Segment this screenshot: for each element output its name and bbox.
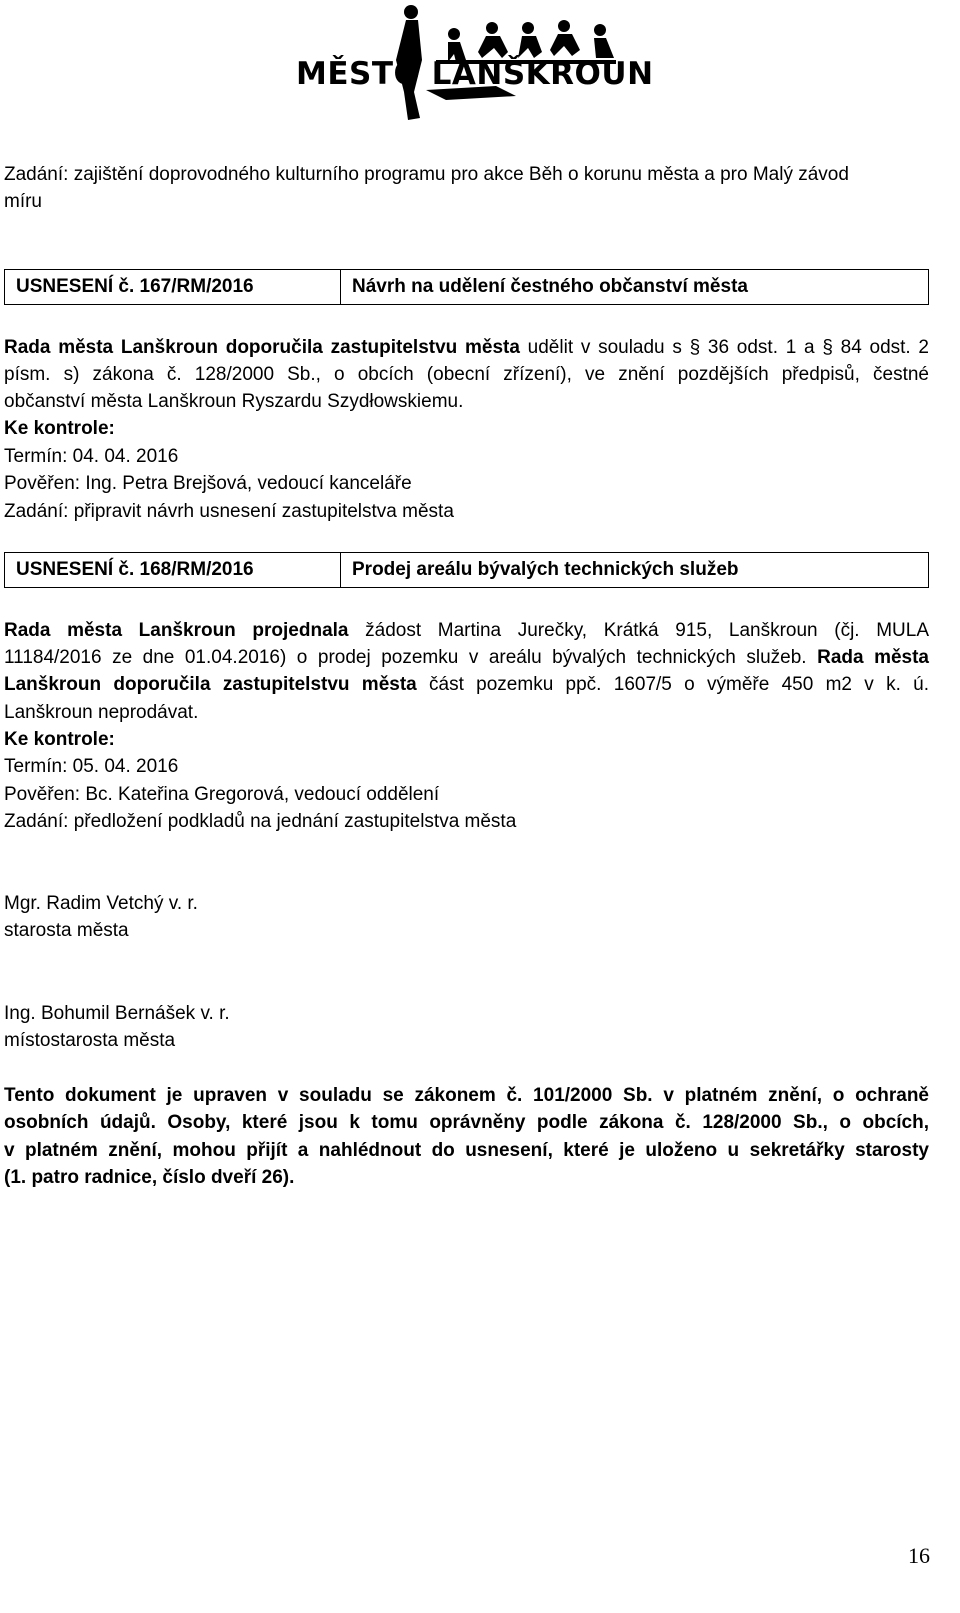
resolution-167-number: USNESENÍ č. 167/RM/2016 bbox=[5, 270, 341, 304]
city-logo bbox=[296, 0, 654, 128]
resolution-168-text-1: žádost Martina Jurečky, Krátká 915, Lanškroun (čj. MULA bbox=[348, 620, 929, 641]
resolution-167-bold-lead: Rada města Lanškroun doporučila zastupitelstvu města bbox=[4, 337, 520, 358]
resolution-167-term: Termín: 04. 04. 2016 bbox=[4, 446, 179, 467]
resolution-168-header bbox=[4, 552, 929, 588]
resolution-168-bold-lead: Rada města Lanškroun projednala bbox=[4, 620, 349, 641]
privacy-notice-line3: v platném znění, mohou přijít a nahlédnout do usnesení, které je uloženo u sekretářky starosty bbox=[4, 1140, 929, 1161]
resolution-168-assigned: Pověřen: Bc. Kateřina Gregorová, vedoucí oddělení bbox=[4, 784, 440, 805]
resolution-167-task: Zadání: připravit návrh usnesení zastupitelstva města bbox=[4, 501, 454, 522]
resolution-167-paragraph-line1 bbox=[4, 334, 929, 361]
resolution-168-task: Zadání: předložení podkladů na jednání zastupitelstva města bbox=[4, 811, 517, 832]
resolution-168-bold-3: Lanškroun doporučila zastupitelstvu města bbox=[4, 674, 417, 695]
resolution-168-number: USNESENÍ č. 168/RM/2016 bbox=[5, 553, 341, 587]
resolution-168-paragraph-line3 bbox=[4, 671, 929, 698]
resolution-167-title: Návrh na udělení čestného občanství města bbox=[352, 276, 748, 297]
resolution-168-title: Prodej areálu bývalých technických služeb bbox=[352, 559, 739, 580]
resolution-167-control-label: Ke kontrole: bbox=[4, 418, 115, 439]
intro-task-line1: Zadání: zajištění doprovodného kulturního programu pro akce Běh o korunu města a pro Malý závod bbox=[4, 164, 849, 185]
resolution-168-paragraph-line4: Lanškroun neprodávat. bbox=[4, 702, 199, 723]
intro-task-line2: míru bbox=[4, 191, 42, 212]
resolution-168-paragraph-line2 bbox=[4, 644, 929, 671]
privacy-notice-line2: osobních údajů. Osoby, které jsou k tomu oprávněny podle zákona č. 128/2000 Sb., o obcích, bbox=[4, 1112, 929, 1133]
logo-text: MĚSTO LANŠKROUN bbox=[296, 56, 654, 92]
privacy-notice-line1: Tento dokument je upraven v souladu se zákonem č. 101/2000 Sb. v platném znění, o ochraně bbox=[4, 1085, 929, 1106]
resolution-168-text-2: 11184/2016 ze dne 01.04.2016) o prodej pozemku v areálu bývalých technických služeb. bbox=[4, 647, 818, 668]
resolution-168-bold-2: Rada města bbox=[817, 647, 929, 668]
mayor-name: Mgr. Radim Vetchý v. r. bbox=[4, 893, 198, 914]
resolution-167-text-rest: udělit v souladu s § 36 odst. 1 a § 84 odst. 2 bbox=[519, 337, 929, 358]
resolution-168-text-3: část pozemku ppč. 1607/5 o výměře 450 m2 v k. ú. bbox=[416, 674, 929, 695]
resolution-167-paragraph-line2: písm. s) zákona č. 128/2000 Sb., o obcích (obecní zřízení), ve znění pozdějších předpisů, čestné bbox=[4, 364, 929, 385]
resolution-167-header bbox=[4, 269, 929, 305]
resolution-168-control-label: Ke kontrole: bbox=[4, 729, 115, 750]
deputy-mayor-role: místostarosta města bbox=[4, 1030, 176, 1051]
resolution-168-term: Termín: 05. 04. 2016 bbox=[4, 756, 179, 777]
resolution-167-assigned: Pověřen: Ing. Petra Brejšová, vedoucí kanceláře bbox=[4, 473, 412, 494]
page-number: 16 bbox=[908, 1543, 930, 1568]
mayor-role: starosta města bbox=[4, 920, 129, 941]
resolution-168-paragraph-line1 bbox=[4, 617, 929, 644]
privacy-notice-line4: (1. patro radnice, číslo dveří 26). bbox=[4, 1167, 295, 1188]
resolution-167-paragraph-line3: občanství města Lanškroun Ryszardu Szydłowskiemu. bbox=[4, 391, 464, 412]
deputy-mayor-name: Ing. Bohumil Bernášek v. r. bbox=[4, 1003, 230, 1024]
